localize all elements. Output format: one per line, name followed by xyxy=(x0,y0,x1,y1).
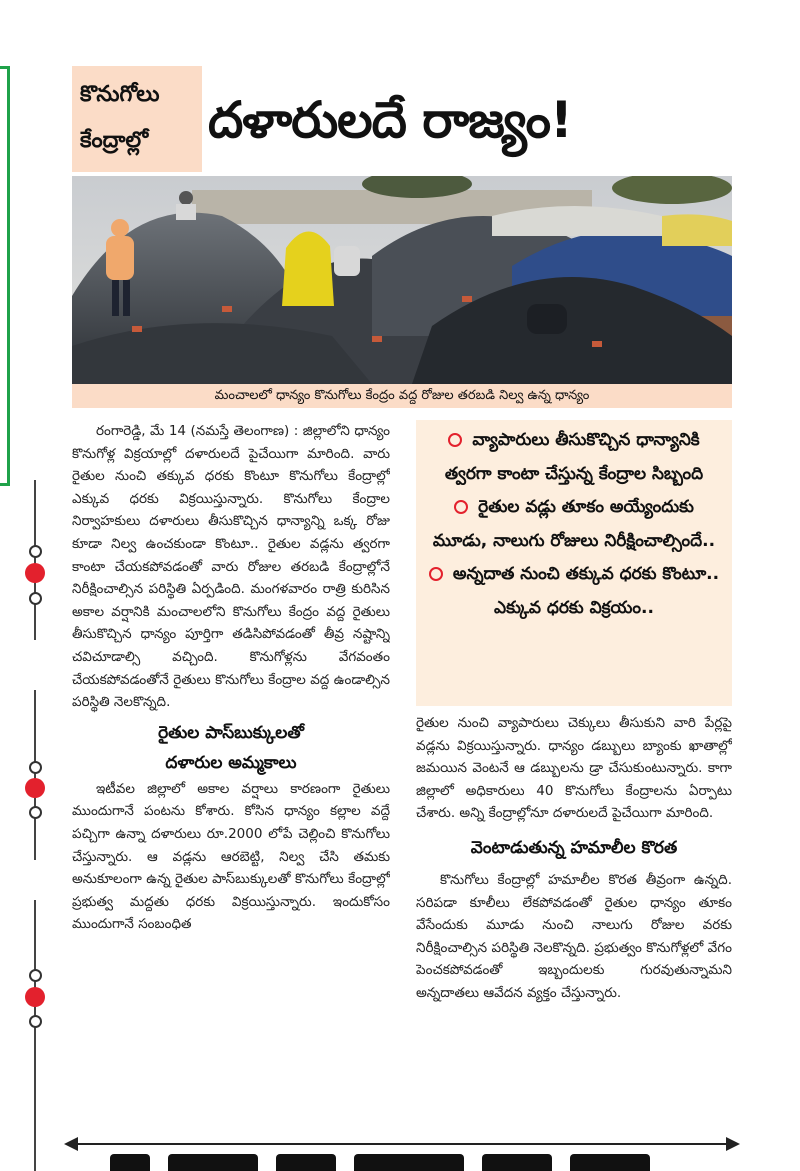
timeline-ring xyxy=(29,1015,42,1028)
section-marker-bar xyxy=(0,66,10,486)
bullet-ring-icon xyxy=(454,500,468,514)
body-paragraph: రైతుల నుంచి వ్యాపారులు చెక్కులు తీసుకుని వారి పేర్లపై వడ్లను విక్రయిస్తున్నారు. ధాన్యం డబ్బులు బ్యాంకు ఖాతాల్లో జమయిన వెంటనే ఆ డబ్బులను డ్రా చేసుకుంటున్నారు. కాగా జిల్లాలో అధికారులు 40 కొనుగోలు కేంద్రాలను ఏర్పాటు చేశారు. అన్ని కేంద్రాల్లోనూ దళారులదే పైచేయిగా మారింది. xyxy=(416,715,732,822)
timeline-dot xyxy=(25,563,45,583)
subheading-line-1: రైతుల పాస్‌బుక్కులతో xyxy=(158,722,304,743)
timeline-dot xyxy=(25,987,45,1007)
timeline-line xyxy=(34,900,36,1171)
body-paragraph: ఇటీవల జిల్లాలో అకాల వర్షాలు కారణంగా రైతులు ముందుగానే పంటను కోశారు. కోసిన ధాన్యం కల్లాల వద్దే పచ్చిగా ఉన్నా దళారులు రూ.2000 లోపే చెల్లించి కొనుగోలు చేస్తున్నారు. ఆ వడ్లను ఆరబెట్టి, నిల్వ చేసి తమకు అనుకూలంగా ఉన్న రైతుల పాస్‌బుక్కులతో కొనుగోలు కేంద్రాల్లో ప్రభుత్వ మద్దతు ధరకు విక్రయిస్తున్నారు. ఇందుకోసం ముందుగానే సంబంధిత xyxy=(72,780,390,933)
right-column xyxy=(416,712,732,1132)
bullet-ring-icon xyxy=(429,567,443,581)
photo-caption: మంచాలలో ధాన్యం కొనుగోలు కేంద్రం వద్ద రోజుల తరబడి నిల్వ ఉన్న ధాన్యం xyxy=(72,384,732,408)
timeline-ring xyxy=(29,806,42,819)
headline: దళారులదే రాజ్యం! xyxy=(208,91,572,149)
next-headline-cutoff xyxy=(110,1154,730,1171)
divider-arrow-line xyxy=(72,1143,732,1145)
timeline-line xyxy=(34,690,36,860)
subheading-line-2: దళారుల అమ్మకాలు xyxy=(165,752,297,773)
highlight-item: అన్నదాత నుంచి తక్కువ ధరకు కొంటూ.. ఎక్కువ ధరకు విక్రయం.. xyxy=(426,558,722,625)
news-photo xyxy=(72,176,732,384)
body-paragraph: రంగారెడ్డి, మే 14 (నమస్తే తెలంగాణ) : జిల్లాలోని ధాన్యం కొనుగోళ్ల విక్రయాల్లో దళారులదే పైచేయిగా మారింది. వారు రైతుల నుంచి తక్కువ ధరకు కొంటూ కొనుగోలు కేంద్రాల్లో ఎక్కువ ధరకు విక్రయిస్తున్నారు. కొనుగోలు కేంద్రాల నిర్వాహకులు దళారులు తీసుకొచ్చిన ధాన్యాన్ని ఒక్క రోజు కూడా నిల్వ ఉంచకుండా కొంటూ.. రైతుల వడ్లను త్వరగా కాంటా చేయకపోవడంతో వారు రోజుల తరబడి కేంద్రాల్లోనే నిరీక్షించాల్సిన పరిస్థితి ఏర్పడింది. మంగళవారం రాత్రి కురిసిన అకాల వర్షానికి మంచాలలోని కొనుగోలు కేంద్రం వద్ద రైతులు తీసుకొచ్చిన ధాన్యం పూర్తిగా తడిసిపోవడంతో తీవ్ర నష్టాన్ని చవిచూడాల్సి వచ్చింది. కొనుగోళ్లను వేగవంతం చేయకపోవడంతోనే రైతులు కొనుగోలు కేంద్రాల వద్ద ఉండాల్సిన పరిస్థితి నెలకొన్నది. xyxy=(72,423,390,711)
highlight-item: రైతుల వడ్లు తూకం అయ్యేందుకు మూడు, నాలుగు రోజులు నిరీక్షించాల్సిందే.. xyxy=(432,497,716,551)
timeline-ring xyxy=(29,761,42,774)
timeline-ring xyxy=(29,545,42,558)
subheading: వెంటాడుతున్న హమాలీల కొరత xyxy=(470,837,678,858)
timeline-ring xyxy=(29,592,42,605)
arrow-right-icon xyxy=(726,1137,740,1151)
timeline-line xyxy=(34,480,36,640)
kicker-line-2: కేంద్రాల్లో xyxy=(80,128,149,153)
timeline-dot xyxy=(25,778,45,798)
body-paragraph: కొనుగోలు కేంద్రాల్లో హమాలీల కొరత తీవ్రంగా ఉన్నది. సరిపడా కూలీలు లేకపోవడంతో రైతుల ధాన్యం తూకం వేసేందుకు మూడు నుంచి నాలుగు రోజుల వరకు నిరీక్షించాల్సిన పరిస్థితి నెలకొన్నది. ప్రభుత్వం కొనుగోళ్లలో వేగం పెంచకపోవడంతో ఇబ్బందులకు గురవుతున్నామని అన్నదాతలు ఆవేదన వ్యక్తం చేస్తున్నారు. xyxy=(416,871,732,1001)
highlight-item: వ్యాపారులు తీసుకొచ్చిన ధాన్యానికి త్వరగా కాంటా చేస్తున్న కేంద్రాల సిబ్బంది xyxy=(444,430,704,484)
kicker-line-1: కొనుగోలు xyxy=(80,82,160,107)
timeline-ring xyxy=(29,969,42,982)
highlights-box xyxy=(416,420,732,706)
bullet-ring-icon xyxy=(448,433,462,447)
headline-kicker xyxy=(72,66,202,172)
left-column xyxy=(72,420,390,1132)
